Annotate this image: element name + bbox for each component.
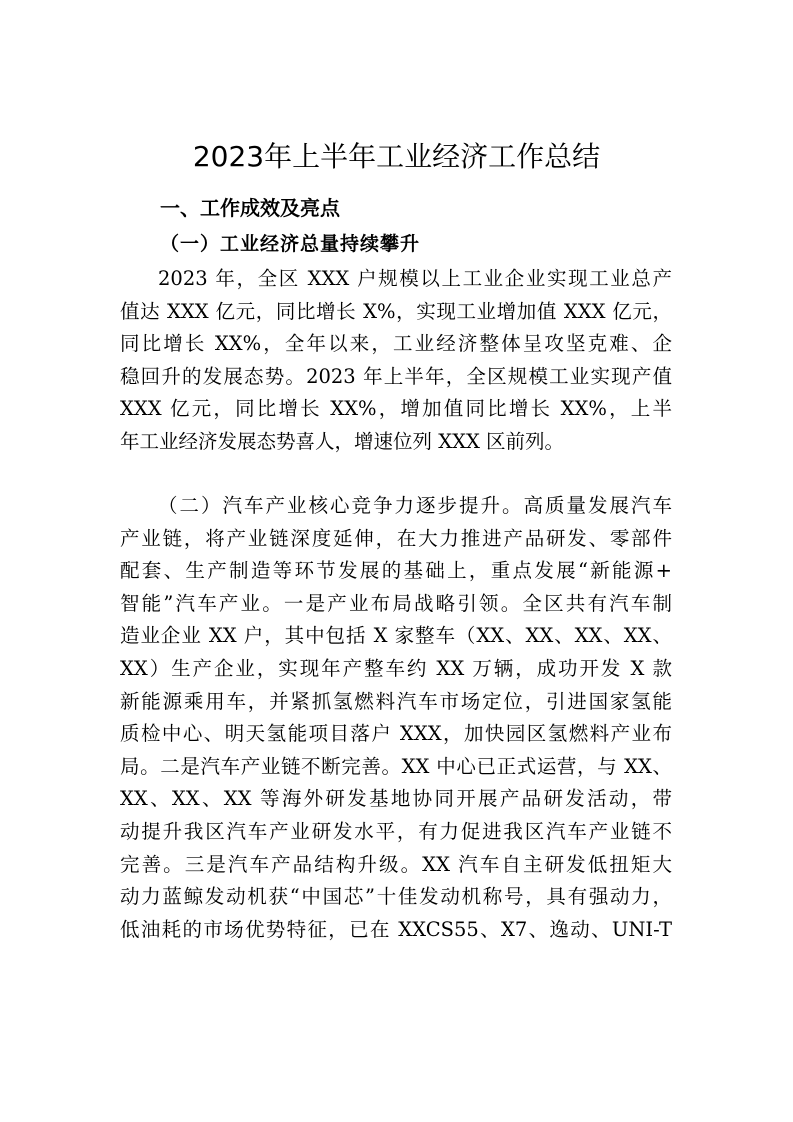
paragraph-auto-industry — [120, 490, 672, 946]
paragraph-line: 2023 年，全区 XXX 户规模以上工业企业实现工业总产 — [158, 267, 672, 290]
paragraph-line: 智能”汽车产业。一是产业布局战略引领。全区共有汽车制 — [120, 591, 672, 615]
subsection-lead: （二）汽车产业核心竞争力逐步提升。 — [158, 494, 524, 517]
paragraph-line: 年工业经济发展态势喜人，增速位列 XXX 区前列。 — [120, 429, 565, 453]
paragraph-line: 造业企业 XX 户，其中包括 X 家整车（XX、XX、XX、XX、 — [120, 624, 672, 648]
paragraph-line: XXX 亿元，同比增长 XX%，增加值同比增长 XX%，上半 — [120, 397, 672, 421]
paragraph-line: 新能源乘用车，并紧抓氢燃料汽车市场定位，引进国家氢能 — [120, 689, 672, 713]
lead-line-rest: 高质量发展汽车 — [523, 494, 672, 517]
paragraph-line: 低油耗的市场优势特征，已在 XXCS55、X7、逸动、UNI-T — [120, 917, 672, 941]
paragraph-line: 值达 XXX 亿元，同比增长 X%，实现工业增加值 XXX 亿元， — [120, 299, 672, 323]
subsection-heading: （一）工业经济总量持续攀升 — [160, 233, 421, 255]
paragraph-first-line — [120, 490, 672, 523]
paragraph-line: 配套、生产制造等环节发展的基础上，重点发展“新能源+ — [120, 559, 672, 583]
section-heading: 一、工作成效及亮点 — [160, 196, 340, 220]
paragraph-line: 动提升我区汽车产业研发水平，有力促进我区汽车产业链不 — [120, 819, 672, 843]
paragraph-total-output — [120, 263, 672, 459]
paragraph-line: 质检中心、明天氢能项目落户 XXX，加快园区氢燃料产业布 — [120, 722, 672, 746]
paragraph-line: 完善。三是汽车产品结构升级。XX 汽车自主研发低扭矩大 — [120, 852, 672, 876]
paragraph-line: 动力蓝鲸发动机获“中国芯”十佳发动机称号，具有强动力， — [120, 885, 672, 909]
paragraph-line: 局。二是汽车产业链不断完善。XX 中心已正式运营，与 XX、 — [120, 754, 672, 778]
paragraph-line: 产业链，将产业链深度延伸，在大力推进产品研发、零部件 — [120, 526, 672, 550]
paragraph-line: XX）生产企业，实现年产整车约 XX 万辆，成功开发 X 款 — [120, 656, 672, 680]
paragraph-line: 同比增长 XX%，全年以来，工业经济整体呈攻坚克难、企 — [120, 332, 672, 356]
paragraph-line: XX、XX、XX 等海外研发基地协同开展产品研发活动，带 — [120, 787, 672, 811]
document-title: 2023年上半年工业经济工作总结 — [192, 140, 601, 173]
paragraph-line: 稳回升的发展态势。2023 年上半年，全区规模工业实现产值 — [120, 364, 672, 388]
